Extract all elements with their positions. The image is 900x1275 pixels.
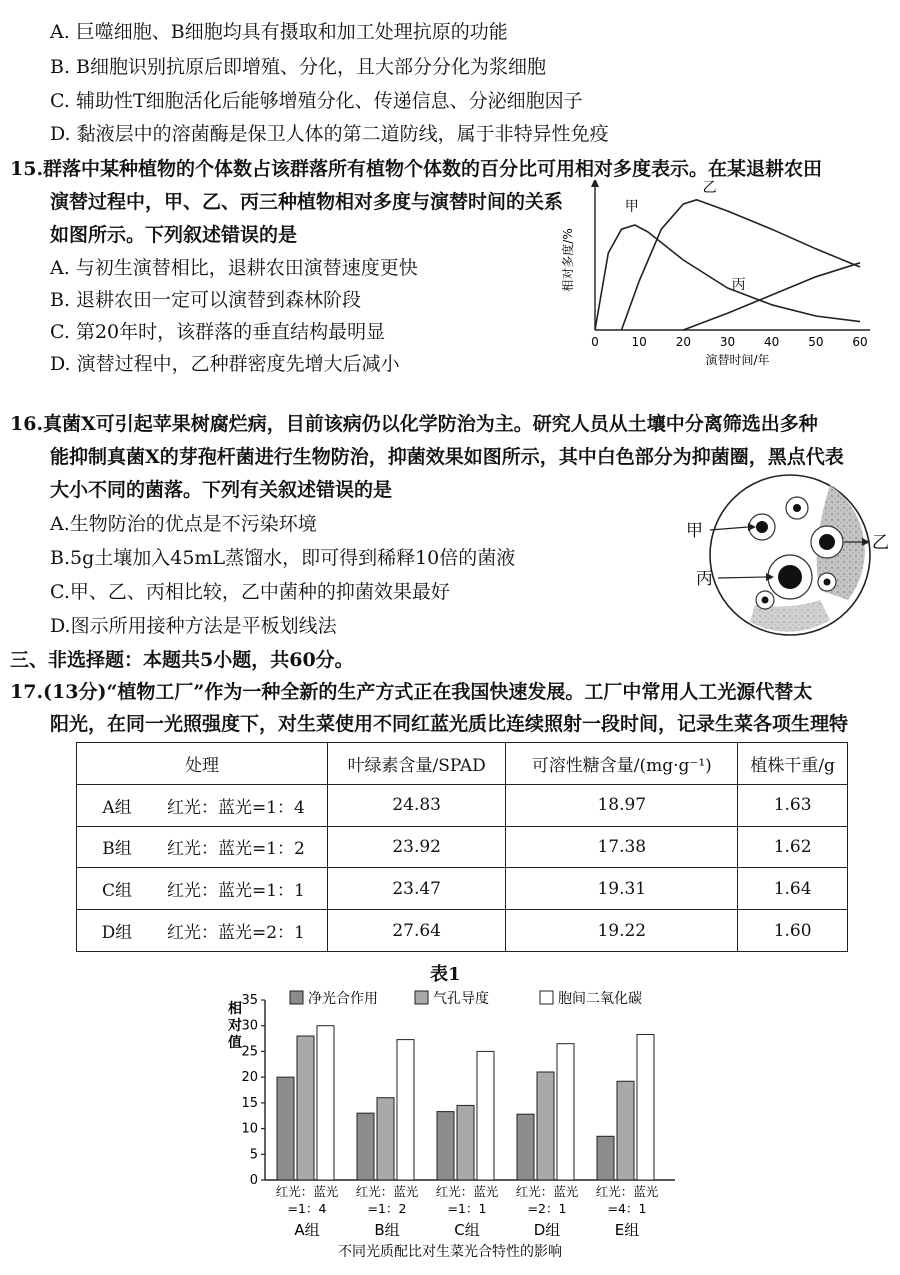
table-caption: 表1 <box>430 964 461 985</box>
x-axis-label: 演替时间/年 <box>705 353 770 367</box>
q15-stem-line2: 演替过程中，甲、乙、丙三种植物相对多度与演替时间的关系 <box>50 191 564 213</box>
bar-1 <box>537 1072 554 1180</box>
category-label-line1: 红光：蓝光 <box>515 1184 579 1199</box>
header-sugar: 可溶性糖含量/(mg·g⁻¹) <box>506 743 738 785</box>
q17-line1: 17.(13分)“植物工厂”作为一种全新的生产方式正在我国快速发展。工厂中常用人工光源代替太 <box>10 681 813 703</box>
series-line-2 <box>683 263 860 330</box>
q14-option-d: D. 黏液层中的溶菌酶是保卫人体的第二道防线，属于非特异性免疫 <box>50 123 609 145</box>
x-tick-label: 50 <box>808 335 824 349</box>
light-ratio-bar-chart <box>220 985 680 1260</box>
bar-2 <box>637 1034 654 1180</box>
table-row <box>77 868 848 910</box>
y-tick-label: 0 <box>249 1173 258 1188</box>
q16-stem-line2: 能抑制真菌X的芽孢杆菌进行生物防治，抑菌效果如图所示，其中白色部分为抑菌圈，黑点代表 <box>50 446 844 468</box>
series-label-0: 甲 <box>624 199 639 215</box>
series-line-1 <box>622 200 861 330</box>
series-label-1: 乙 <box>702 180 717 196</box>
x-tick-label: 30 <box>719 335 736 349</box>
row-weight: 1.62 <box>738 826 848 868</box>
bar-2 <box>317 1026 334 1180</box>
legend-swatch-0 <box>290 991 303 1004</box>
row-ratio: 红光：蓝光=1：2 <box>157 826 328 868</box>
row-chlorophyll: 23.47 <box>328 868 506 910</box>
label-jia: 甲 <box>686 521 703 541</box>
bar-1 <box>377 1098 394 1180</box>
series-label-2: 丙 <box>731 277 746 293</box>
bar-1 <box>297 1036 314 1180</box>
table-row <box>77 910 848 952</box>
row-chlorophyll: 27.64 <box>328 910 506 952</box>
series-line-0 <box>595 225 860 330</box>
category-label-line2: =2：1 <box>527 1201 567 1216</box>
y-axis-arrow <box>591 180 599 187</box>
row-weight: 1.60 <box>738 910 848 952</box>
q14-option-a: A. 巨噬细胞、B细胞均具有摄取和加工处理抗原的功能 <box>50 21 508 43</box>
colony-bing <box>768 555 812 599</box>
colony-top <box>786 497 808 519</box>
q15-stem-line3: 如图所示。下列叙述错误的是 <box>50 224 298 246</box>
y-axis-label-char: 相 <box>228 1001 242 1017</box>
row-weight: 1.63 <box>738 784 848 826</box>
section-three-heading: 三、非选择题：本题共5小题，共60分。 <box>10 649 354 671</box>
q16-stem-line3: 大小不同的菌落。下列有关叙述错误的是 <box>50 479 393 501</box>
group-label: A组 <box>294 1221 320 1239</box>
label-yi: 乙 <box>872 533 889 553</box>
q16-option-a: A.生物防治的优点是不污染环境 <box>50 513 317 535</box>
bar-0 <box>597 1136 614 1180</box>
y-axis-label-char: 对 <box>228 1018 242 1034</box>
y-tick-label: 30 <box>241 1018 258 1034</box>
q14-option-b: B. B细胞识别抗原后即增殖、分化，且大部分分化为浆细胞 <box>50 56 547 78</box>
row-ratio: 红光：蓝光=1：4 <box>157 784 328 826</box>
header-treatment: 处理 <box>77 743 328 785</box>
y-tick-label: 5 <box>249 1147 258 1163</box>
q16-stem-line1: 16.真菌X可引起苹果树腐烂病，目前该病仍以化学防治为主。研究人员从土壤中分离筛选出多种 <box>10 413 818 435</box>
category-label-line2: =1：4 <box>287 1201 327 1216</box>
row-group: C组 <box>77 868 158 910</box>
category-label-line1: 红光：蓝光 <box>275 1184 339 1199</box>
category-label-line2: =1：2 <box>367 1201 407 1216</box>
bar-2 <box>557 1044 574 1180</box>
category-label-line1: 红光：蓝光 <box>595 1184 659 1199</box>
petri-dish-diagram <box>680 470 890 640</box>
q15-option-d: D. 演替过程中，乙种群密度先增大后减小 <box>50 353 400 375</box>
category-label-line2: =1：1 <box>447 1201 487 1216</box>
group-label: B组 <box>374 1221 400 1239</box>
legend-label-2: 胞间二氧化碳 <box>558 991 642 1007</box>
bar-2 <box>477 1051 494 1180</box>
group-label: E组 <box>614 1221 640 1239</box>
q15-option-c: C. 第20年时，该群落的垂直结构最明显 <box>50 321 386 343</box>
q15-option-b: B. 退耕农田一定可以演替到森林阶段 <box>50 289 362 311</box>
y-tick-label: 25 <box>241 1044 258 1060</box>
bar-1 <box>457 1105 474 1180</box>
row-chlorophyll: 23.92 <box>328 826 506 868</box>
q15-stem-line1: 15.群落中某种植物的个体数占该群落所有植物个体数的百分比可用相对多度表示。在某退耕农田 <box>10 158 823 180</box>
row-sugar: 19.31 <box>506 868 738 910</box>
q14-option-c: C. 辅助性T细胞活化后能够增殖分化、传递信息、分泌细胞因子 <box>50 90 583 112</box>
category-label-line1: 红光：蓝光 <box>435 1184 499 1199</box>
table-header-row <box>77 743 848 785</box>
row-group: A组 <box>77 784 158 826</box>
row-sugar: 18.97 <box>506 784 738 826</box>
succession-line-chart <box>560 180 880 380</box>
q15-option-a: A. 与初生演替相比，退耕农田演替速度更快 <box>50 257 418 279</box>
row-sugar: 17.38 <box>506 826 738 868</box>
y-tick-label: 20 <box>241 1070 258 1086</box>
bar-2 <box>397 1040 414 1180</box>
row-chlorophyll: 24.83 <box>328 784 506 826</box>
label-bing: 丙 <box>696 569 713 589</box>
data-table <box>76 742 848 952</box>
bar-0 <box>357 1113 374 1180</box>
legend-label-0: 净光合作用 <box>308 991 378 1007</box>
x-tick-label: 60 <box>852 335 868 349</box>
q16-option-c: C.甲、乙、丙相比较，乙中菌种的抑菌效果最好 <box>50 581 450 603</box>
colony-small-left <box>756 591 774 609</box>
category-label-line2: =4：1 <box>607 1201 647 1216</box>
y-tick-label: 10 <box>241 1121 258 1137</box>
colony-small-right <box>818 573 836 591</box>
x-tick-label: 20 <box>675 335 691 349</box>
row-group: B组 <box>77 826 158 868</box>
bar-0 <box>517 1114 534 1180</box>
header-chlorophyll: 叶绿素含量/SPAD <box>328 743 506 785</box>
row-sugar: 19.22 <box>506 910 738 952</box>
row-ratio: 红光：蓝光=2：1 <box>157 910 328 952</box>
bar-0 <box>277 1077 294 1180</box>
y-axis-label: 相对多度/% <box>561 228 575 292</box>
colony-yi <box>811 526 843 558</box>
bar-chart-title: 不同光质配比对生菜光合特性的影响 <box>338 1244 562 1260</box>
y-tick-label: 35 <box>241 993 258 1008</box>
bar-0 <box>437 1112 454 1180</box>
row-weight: 1.64 <box>738 868 848 910</box>
table-row <box>77 784 848 826</box>
row-ratio: 红光：蓝光=1：1 <box>157 868 328 910</box>
legend-swatch-1 <box>415 991 428 1004</box>
legend-label-1: 气孔导度 <box>433 991 489 1007</box>
x-tick-label: 0 <box>591 335 599 349</box>
legend-swatch-2 <box>540 991 553 1004</box>
group-label: C组 <box>454 1221 480 1239</box>
x-tick-label: 10 <box>631 335 647 349</box>
header-dry-weight: 植株干重/g <box>738 743 848 785</box>
row-group: D组 <box>77 910 158 952</box>
bar-1 <box>617 1081 634 1180</box>
q17-line2: 阳光，在同一光照强度下，对生菜使用不同红蓝光质比连续照射一段时间，记录生菜各项生理特 <box>50 713 849 735</box>
q16-option-d: D.图示所用接种方法是平板划线法 <box>50 615 337 637</box>
table-row <box>77 826 848 868</box>
y-tick-label: 15 <box>241 1095 258 1111</box>
category-label-line1: 红光：蓝光 <box>355 1184 419 1199</box>
group-label: D组 <box>533 1221 561 1239</box>
y-axis-label-char: 值 <box>228 1035 242 1051</box>
q16-option-b: B.5g土壤加入45mL蒸馏水，即可得到稀释10倍的菌液 <box>50 547 516 569</box>
x-tick-label: 40 <box>764 335 780 349</box>
